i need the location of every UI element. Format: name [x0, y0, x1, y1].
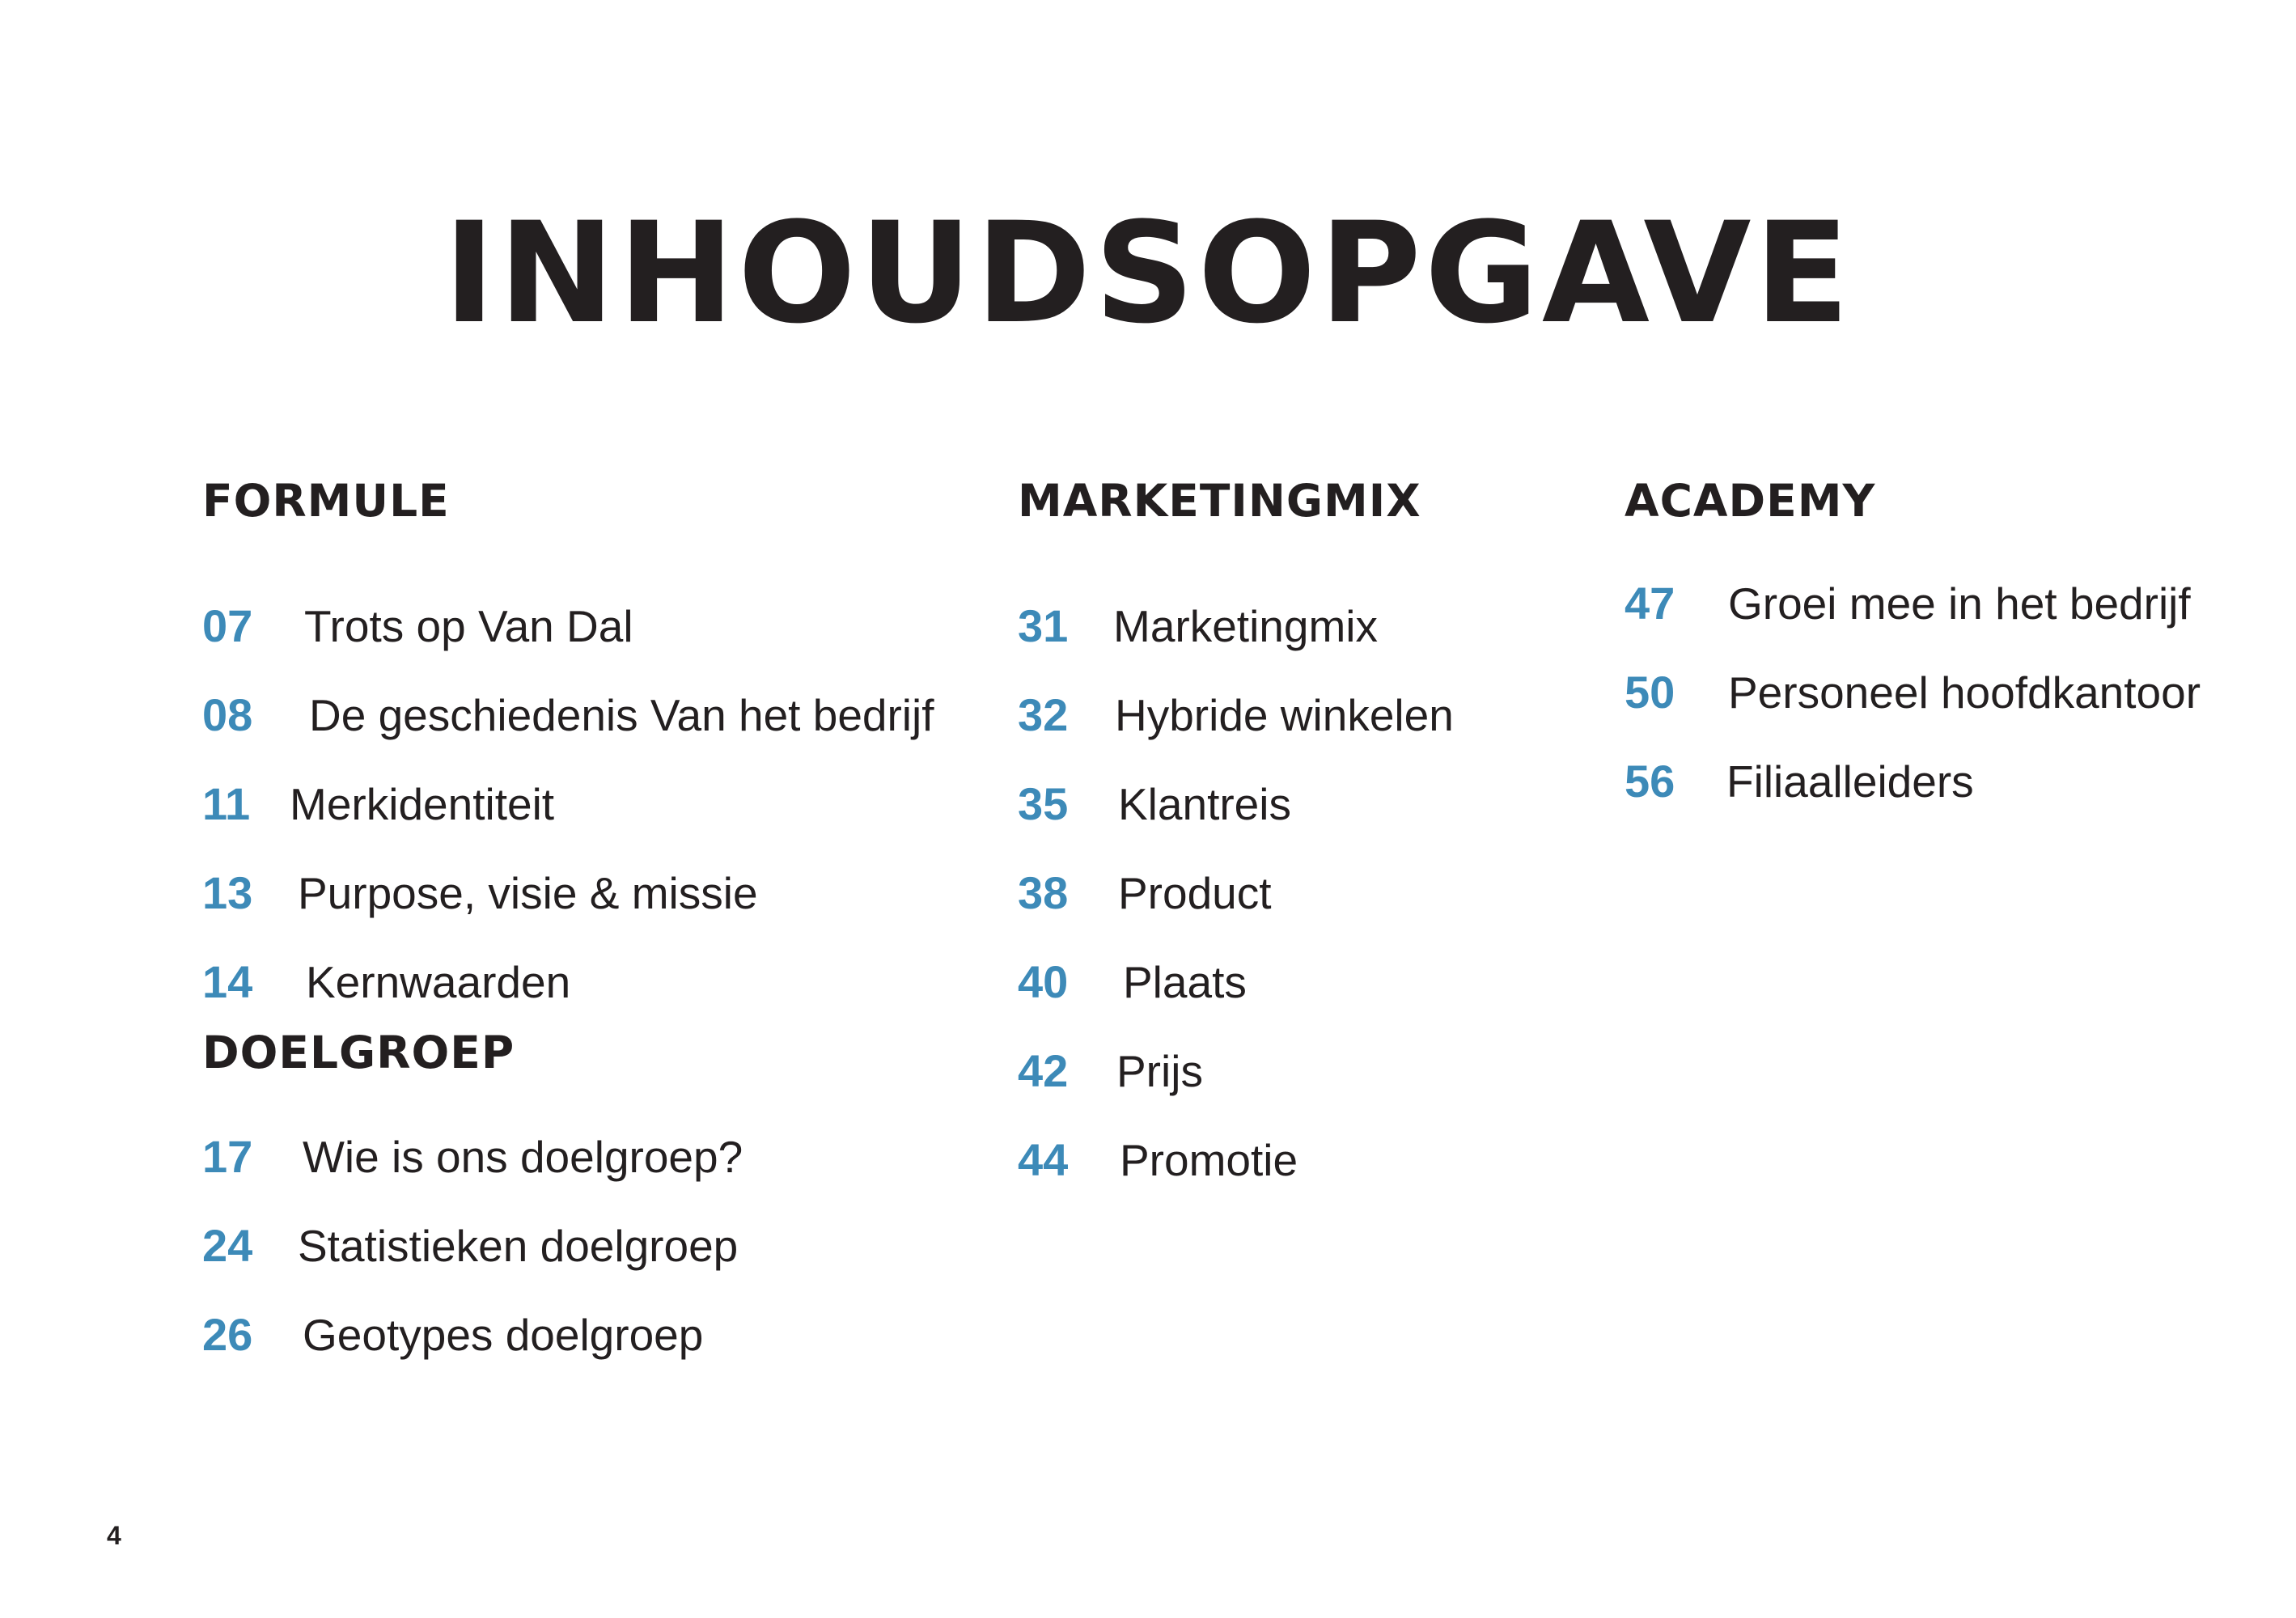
toc-entry-label: Merkidentiteit	[290, 779, 555, 829]
toc-entry-label: Wie is ons doelgroep?	[303, 1132, 743, 1182]
page-title: INHOUDSOPGAVE	[443, 192, 1853, 354]
toc-entry-page: 24	[202, 1220, 253, 1271]
toc-column-formule-doelgroep	[202, 469, 934, 1400]
toc-entry-label: Purpose, visie & missie	[298, 868, 758, 918]
toc-entry-label: Plaats	[1123, 957, 1247, 1007]
toc-entry-label: Personeel hoofdkantoor	[1728, 667, 2201, 718]
section-heading-formule: FORMULE	[202, 475, 450, 527]
toc-entry-page: 56	[1625, 756, 1675, 807]
toc-entry-page: 13	[202, 867, 253, 918]
toc-entry-page: 47	[1625, 578, 1675, 629]
section-heading-academy: ACADEMY	[1625, 475, 1876, 527]
toc-entry-page: 35	[1018, 778, 1069, 829]
toc-entry-label: Hybride winkelen	[1115, 690, 1454, 740]
toc-entry-label: Klantreis	[1118, 779, 1291, 829]
toc-entry-page: 17	[202, 1131, 253, 1182]
toc-entry-label: Geotypes doelgroep	[303, 1310, 704, 1360]
toc-entry-page: 26	[202, 1309, 253, 1360]
toc-entry-page: 50	[1625, 667, 1675, 718]
toc-entry-label: Prijs	[1116, 1046, 1203, 1096]
page-number: 4	[107, 1521, 121, 1550]
toc-entry-label: Product	[1118, 868, 1272, 918]
toc-entry-label: Marketingmix	[1113, 601, 1379, 651]
toc-entry-page: 08	[202, 689, 253, 740]
toc-entry-label: Trots op Van Dal	[304, 601, 633, 651]
toc-entry-label: Promotie	[1120, 1135, 1298, 1185]
toc-entry-page: 42	[1018, 1045, 1069, 1096]
toc-column-academy	[1625, 469, 2256, 809]
toc-entry-page: 31	[1018, 600, 1069, 651]
toc-entry-label: De geschiedenis Van het bedrijf	[309, 690, 934, 740]
section-heading-doelgroep: DOELGROEP	[202, 1027, 515, 1078]
toc-entry-page: 40	[1018, 956, 1069, 1007]
toc-entry-label: Statistieken doelgroep	[298, 1221, 739, 1271]
toc-entry-page: 44	[1018, 1134, 1069, 1185]
section-heading-marketingmix: MARKETINGMIX	[1018, 475, 1421, 527]
toc-entry-page: 07	[202, 600, 253, 651]
toc-entry-label: Kernwaarden	[306, 957, 571, 1007]
toc-entry-page: 38	[1018, 867, 1069, 918]
toc-entry-label: Groei mee in het bedrijf	[1728, 578, 2191, 629]
toc-entry-page: 32	[1018, 689, 1069, 740]
toc-entry-page: 14	[202, 956, 253, 1007]
toc-entry-label: Filiaalleiders	[1726, 756, 1974, 807]
toc-column-marketingmix	[1018, 469, 1584, 1185]
toc-entry-page: 11	[202, 778, 251, 829]
